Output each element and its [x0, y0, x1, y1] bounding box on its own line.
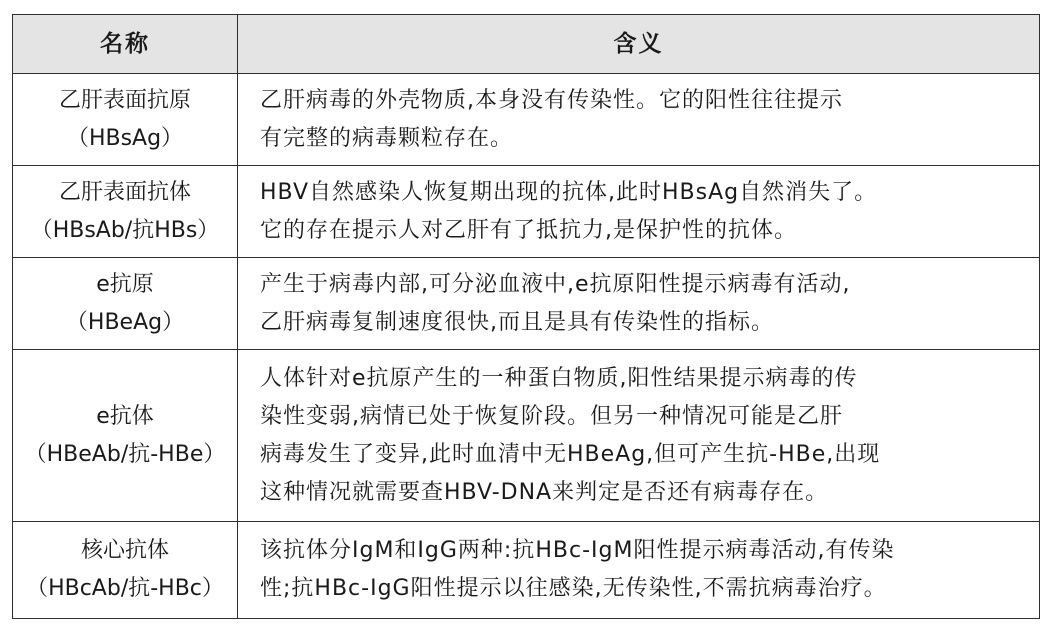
marker-abbrev-line: （HBeAg）: [65, 309, 185, 335]
table-row: [13, 73, 1039, 165]
marker-meaning-cell: [238, 522, 1039, 618]
marker-abbrev-line: （HBsAg）: [66, 125, 184, 151]
meaning-line: HBV自然感染人恢复期出现的抗体,此时HBsAg自然消失了。: [260, 179, 878, 205]
meaning-line: 这种情况就需要查HBV-DNA来判定是否还有病毒存在。: [260, 479, 829, 505]
marker-meaning-cell: [238, 74, 1039, 165]
meaning-line: 乙肝病毒复制速度很快,而且是具有传染性的指标。: [260, 309, 774, 335]
header-name-label: 名称: [100, 31, 150, 57]
table-row: [13, 521, 1039, 618]
meaning-line: 产生于病毒内部,可分泌血液中,e抗原阳性提示病毒有活动,: [260, 271, 851, 297]
marker-name-line: 核心抗体: [80, 538, 169, 563]
meaning-line: 染性变弱,病情已处于恢复阶段。但另一种情况可能是乙肝: [260, 403, 843, 429]
header-meaning-cell: [238, 15, 1039, 73]
marker-name-line: e抗体: [96, 403, 154, 429]
table-header-row: [13, 15, 1039, 73]
meaning-line: 人体针对e抗原产生的一种蛋白物质,阳性结果提示病毒的传: [260, 365, 858, 391]
marker-abbrev-line: （HBsAb/抗HBs）: [30, 217, 220, 243]
header-name-cell: [13, 15, 238, 73]
meaning-line: 该抗体分IgM和IgG两种:抗HBc-IgM阳性提示病毒活动,有传染: [260, 538, 895, 563]
meaning-line: 它的存在提示人对乙肝有了抵抗力,是保护性的抗体。: [260, 217, 797, 243]
meaning-line: 性;抗HBc-IgG阳性提示以往感染,无传染性,不需抗病毒治疗。: [260, 576, 887, 601]
marker-meaning-cell: [238, 166, 1039, 257]
marker-name-cell: [13, 258, 238, 349]
marker-name-cell: [13, 350, 238, 521]
marker-meaning-cell: [238, 258, 1039, 349]
marker-meaning-cell: [238, 350, 1039, 521]
meaning-line: 病毒发生了变异,此时血清中无HBeAg,但可产生抗-HBe,出现: [260, 441, 881, 467]
table-row: [13, 257, 1039, 349]
marker-name-cell: [13, 166, 238, 257]
marker-name-line: 乙肝表面抗体: [58, 179, 191, 205]
meaning-line: 乙肝病毒的外壳物质,本身没有传染性。它的阳性往往提示: [260, 87, 843, 113]
marker-name-line: 乙肝表面抗原: [58, 87, 191, 113]
table-row: [13, 349, 1039, 521]
marker-abbrev-line: （HBcAb/抗-HBc）: [26, 576, 224, 601]
meaning-line: 有完整的病毒颗粒存在。: [260, 125, 514, 151]
marker-name-line: e抗原: [96, 271, 154, 297]
marker-abbrev-line: （HBeAb/抗-HBe）: [24, 441, 226, 467]
marker-name-cell: [13, 522, 238, 618]
header-meaning-label: 含义: [613, 31, 664, 57]
hbv-marker-table: [12, 14, 1040, 619]
table-row: [13, 165, 1039, 257]
marker-name-cell: [13, 74, 238, 165]
